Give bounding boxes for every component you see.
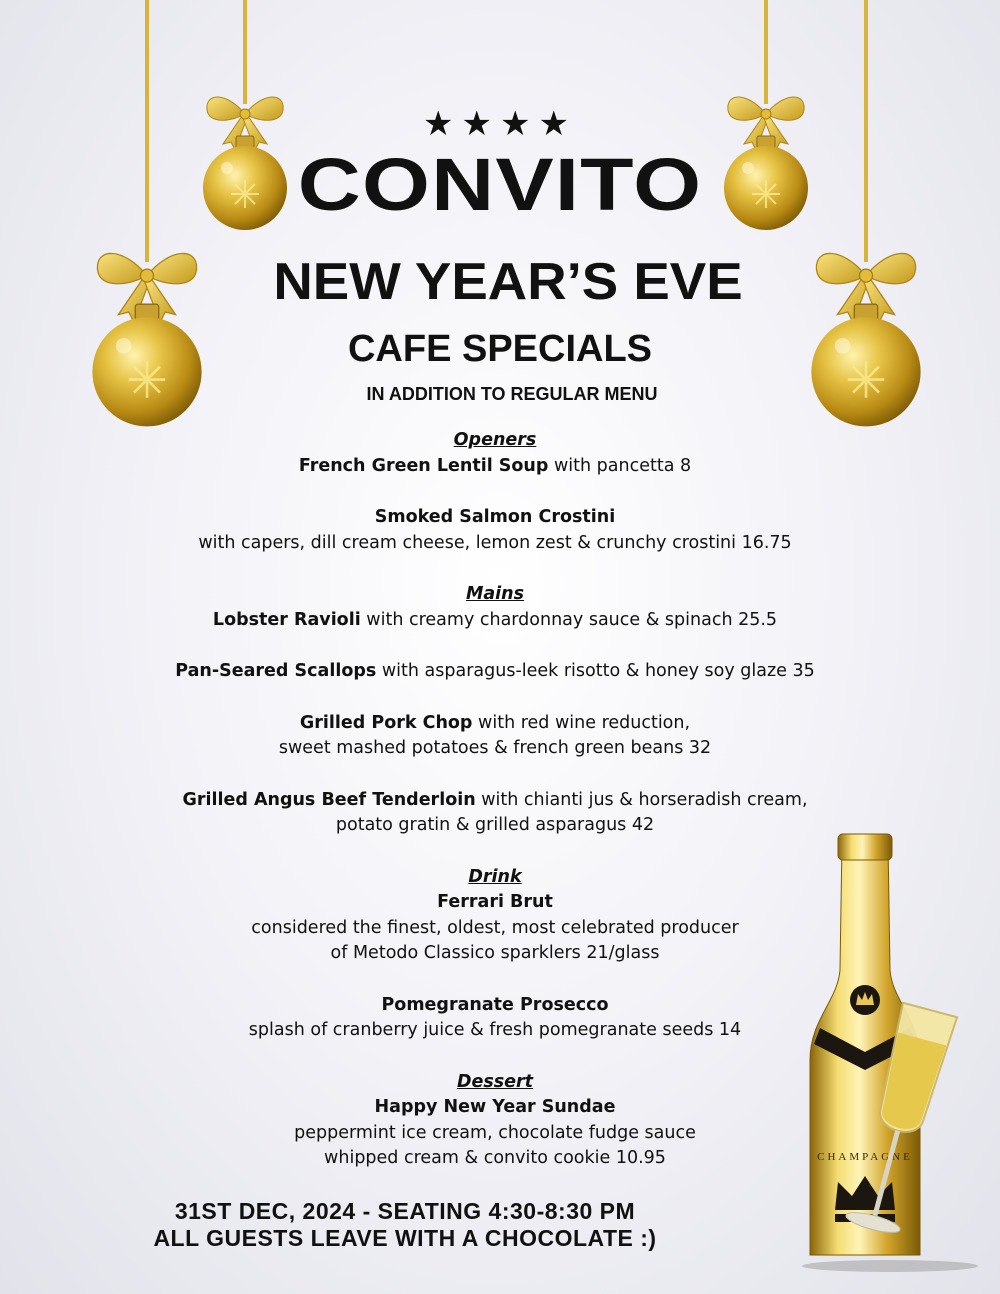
rating-stars: ★★★★ bbox=[423, 104, 577, 144]
menu-item: Pan-Seared Scallops with asparagus-leek risotto & honey soy glaze 35 bbox=[175, 661, 815, 681]
menu-item-desc: with capers, dill cream cheese, lemon zest & crunchy crostini 16.75 bbox=[198, 532, 792, 553]
menu-item-name: Pomegranate Prosecco bbox=[381, 994, 609, 1015]
menu-item: Lobster Ravioli with creamy chardonnay sauce & spinach 25.5 bbox=[212, 609, 778, 630]
event-date: 31ST DEC, 2024 - SEATING 4:30-8:30 PM bbox=[174, 1198, 636, 1224]
section-heading-mains: Mains bbox=[465, 584, 525, 604]
menu-item-desc: whipped cream & convito cookie 10.95 bbox=[324, 1148, 666, 1168]
section-heading-dessert: Dessert bbox=[456, 1071, 534, 1092]
menu-item-desc: sweet mashed potatoes & french green beans 32 bbox=[278, 738, 712, 758]
footer-info bbox=[0, 1198, 810, 1252]
menu-item-desc: potato gratin & grilled asparagus 42 bbox=[335, 815, 655, 835]
chocolate-note: ALL GUESTS LEAVE WITH A CHOCOLATE :) bbox=[153, 1225, 657, 1251]
menu-item-desc: peppermint ice cream, chocolate fudge sauce bbox=[294, 1122, 696, 1143]
bottle-label: CHAMPAGNE bbox=[817, 1151, 913, 1163]
menu-title: CAFE SPECIALS bbox=[347, 328, 653, 370]
menu-item-desc: considered the finest, oldest, most celebrated producer bbox=[251, 917, 739, 938]
section-heading-openers: Openers bbox=[453, 430, 537, 450]
menu-item-name: Happy New Year Sundae bbox=[374, 1097, 616, 1117]
menu-item-name: Ferrari Brut bbox=[437, 892, 553, 912]
menu-item-desc: of Metodo Classico sparklers 21/glass bbox=[330, 943, 660, 963]
restaurant-name: CONVITO bbox=[297, 143, 703, 226]
event-title: NEW YEAR’S EVE bbox=[273, 253, 743, 311]
section-heading-drink: Drink bbox=[468, 866, 522, 887]
menu-note: IN ADDITION TO REGULAR MENU bbox=[366, 384, 658, 404]
menu-item: Grilled Pork Chop with red wine reduction, bbox=[299, 712, 691, 733]
champagne-bottle-icon bbox=[780, 830, 980, 1275]
menu-item-desc: splash of cranberry juice & fresh pomegranate seeds 14 bbox=[248, 1020, 742, 1040]
menu-item-name: Smoked Salmon Crostini bbox=[374, 507, 616, 527]
menu-item: Grilled Angus Beef Tenderloin with chianti jus & horseradish cream, bbox=[182, 789, 808, 810]
ornament-icon bbox=[0, 0, 1000, 500]
menu-item: French Green Lentil Soup with pancetta 8 bbox=[298, 455, 692, 476]
